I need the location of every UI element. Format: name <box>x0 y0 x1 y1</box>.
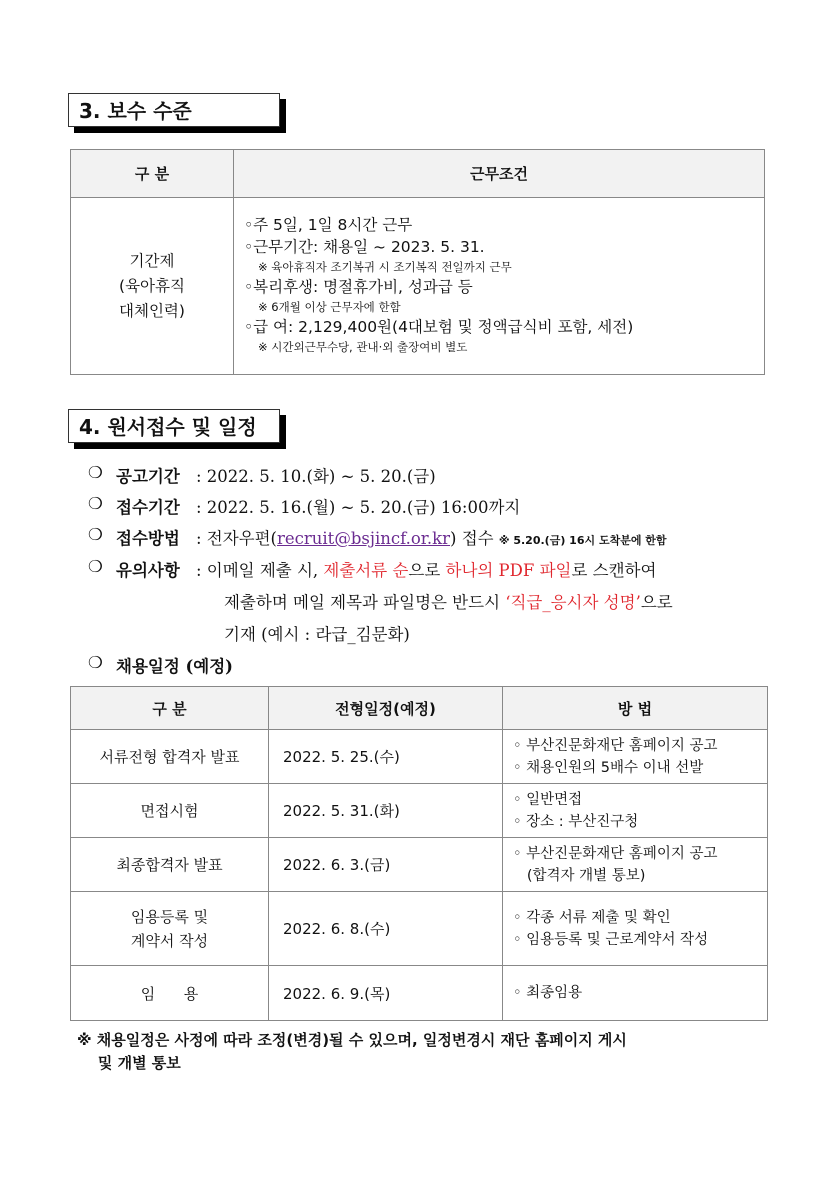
method-prefix: : 전자우편( <box>196 529 277 548</box>
condition-note: ※ 6개월 이상 근무자에 한함 <box>258 300 401 314</box>
caution-highlight: ‘직급_응시자 성명’ <box>505 593 641 612</box>
method-cell <box>503 838 768 892</box>
schedule-footnote <box>77 1029 627 1075</box>
method-cell <box>503 966 768 1021</box>
schedule-table <box>70 686 768 1021</box>
notice-period-value: : 2022. 5. 10.(화) ~ 5. 20.(금) <box>196 467 436 486</box>
pay-table-header-category: 구 분 <box>71 150 234 198</box>
caution-text: 으로 <box>640 593 673 612</box>
pay-table <box>70 149 765 375</box>
method-line: ◦ 일반면접 <box>513 791 583 808</box>
stage-line: 임용등록 및 <box>130 907 209 926</box>
pay-table-header-conditions: 근무조건 <box>234 150 765 198</box>
schedule-row <box>71 892 768 966</box>
method-line: ◦ 최종임용 <box>513 985 583 1001</box>
section-4-title: 4. 원서접수 및 일정 <box>68 409 280 443</box>
receipt-period-label: 접수기간 <box>116 498 180 517</box>
caution-highlight: 제출서류 순 <box>323 561 409 580</box>
method-line: (합격자 개별 통보) <box>513 867 646 884</box>
bullet-icon: ❍ <box>88 525 103 544</box>
bullet-icon: ❍ <box>88 557 103 576</box>
stage-cell <box>71 892 269 966</box>
date-cell: 2022. 6. 9.(목) <box>269 966 503 1021</box>
bullet-icon: ❍ <box>88 463 103 482</box>
method-suffix: ) 접수 <box>450 529 494 548</box>
condition-main: ◦복리후생: 명절휴가비, 성과급 등 <box>244 278 473 296</box>
date-cell: 2022. 5. 31.(화) <box>269 784 503 838</box>
method-cell <box>503 892 768 966</box>
caution-text: : 이메일 제출 시, <box>196 561 324 580</box>
category-line: 대체인력) <box>119 301 185 320</box>
condition-main: ◦근무기간: 채용일 ~ 2023. 5. 31. <box>244 238 485 256</box>
schedule-header-stage: 구 분 <box>71 687 269 730</box>
schedule-header-date: 전형일정(예정) <box>269 687 503 730</box>
receipt-method-label: 접수방법 <box>116 529 180 548</box>
method-line: ◦ 부산진문화재단 홈페이지 공고 <box>513 737 718 754</box>
caution-text: 으로 <box>408 561 446 580</box>
caution-text: 제출하며 메일 제목과 파일명은 반드시 <box>224 593 506 612</box>
stage-cell: 임 용 <box>71 966 269 1021</box>
footnote-line: ※ 채용일정은 사정에 따라 조정(변경)될 수 있으며, 일정변경시 재단 홈페이지 게시 <box>77 1031 627 1049</box>
condition-main: ◦주 5일, 1일 8시간 근무 <box>244 216 413 234</box>
footnote-line: 및 개별 통보 <box>77 1054 181 1072</box>
caution-line-1 <box>196 557 656 581</box>
bullet-icon: ❍ <box>88 653 103 672</box>
schedule-row <box>71 784 768 838</box>
category-line: 기간제 <box>129 251 175 270</box>
category-line: (육아휴직 <box>119 276 185 295</box>
email-link[interactable]: recruit@bsjincf.or.kr <box>277 529 451 548</box>
stage-line: 계약서 작성 <box>130 931 209 950</box>
caution-text: 로 스캔하여 <box>571 561 657 580</box>
stage-cell: 서류전형 합격자 발표 <box>71 730 269 784</box>
method-line: ◦ 부산진문화재단 홈페이지 공고 <box>513 845 718 862</box>
method-line: ◦ 각종 서류 제출 및 확인 <box>513 909 671 926</box>
receipt-method-value <box>196 525 667 549</box>
date-cell: 2022. 5. 25.(수) <box>269 730 503 784</box>
method-cell <box>503 784 768 838</box>
pay-table-conditions-cell <box>234 198 765 375</box>
stage-cell: 최종합격자 발표 <box>71 838 269 892</box>
pay-table-category-cell <box>71 198 234 375</box>
date-cell: 2022. 6. 3.(금) <box>269 838 503 892</box>
method-note: ※ 5.20.(금) 16시 도착분에 한함 <box>498 534 667 547</box>
schedule-header-method: 방 법 <box>503 687 768 730</box>
method-line: ◦ 채용인원의 5배수 이내 선발 <box>513 759 704 776</box>
condition-note: ※ 육아휴직자 조기복귀 시 조기복직 전일까지 근무 <box>258 260 512 274</box>
date-cell: 2022. 6. 8.(수) <box>269 892 503 966</box>
method-line: ◦ 장소 : 부산진구청 <box>513 813 639 830</box>
method-cell <box>503 730 768 784</box>
bullet-icon: ❍ <box>88 494 103 513</box>
condition-main: ◦급 여: 2,129,400원(4대보험 및 정액급식비 포함, 세전) <box>244 318 634 336</box>
caution-label: 유의사항 <box>116 561 180 580</box>
schedule-row <box>71 730 768 784</box>
schedule-row <box>71 966 768 1021</box>
caution-line-2 <box>224 589 673 613</box>
method-line: ◦ 임용등록 및 근로계약서 작성 <box>513 931 709 948</box>
caution-highlight: 하나의 PDF 파일 <box>445 561 572 580</box>
schedule-label: 채용일정 (예정) <box>116 657 233 676</box>
notice-period-label: 공고기간 <box>116 467 180 486</box>
schedule-row <box>71 838 768 892</box>
stage-cell: 면접시험 <box>71 784 269 838</box>
condition-note: ※ 시간외근무수당, 관내·외 출장여비 별도 <box>258 340 468 354</box>
receipt-period-value: : 2022. 5. 16.(월) ~ 5. 20.(금) 16:00까지 <box>196 498 521 517</box>
caution-line-3: 기재 (예시 : 라급_김문화) <box>224 625 410 644</box>
section-3-title: 3. 보수 수준 <box>68 93 280 127</box>
